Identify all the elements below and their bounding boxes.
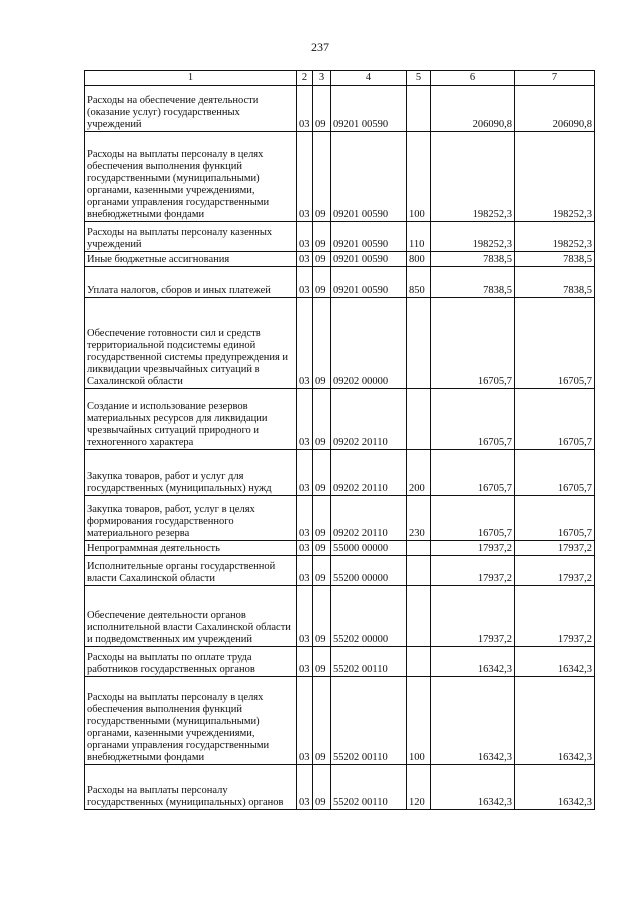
row-name: Непрограммная деятельность xyxy=(85,541,297,556)
table-row xyxy=(85,586,595,647)
amount-col7: 16705,7 xyxy=(515,496,595,541)
amount-col7: 17937,2 xyxy=(515,556,595,586)
amount-col7: 198252,3 xyxy=(515,132,595,222)
subsection-code: 09 xyxy=(313,586,331,647)
row-name: Обеспечение деятельности органов исполнительной власти Сахалинской области и подведомственных им учреждений xyxy=(85,586,297,647)
amount-col6: 198252,3 xyxy=(431,222,515,252)
expense-type-code xyxy=(407,556,431,586)
amount-col6: 17937,2 xyxy=(431,586,515,647)
subsection-code: 09 xyxy=(313,86,331,132)
table-row xyxy=(85,647,595,677)
table-row xyxy=(85,267,595,298)
target-article-code: 55202 00110 xyxy=(331,765,407,810)
amount-col6: 7838,5 xyxy=(431,267,515,298)
amount-col6: 7838,5 xyxy=(431,252,515,267)
subsection-code: 09 xyxy=(313,647,331,677)
row-name: Расходы на выплаты персоналу в целях обеспечения выполнения функций государственными (муниципальными) органами, казенными учреждениями, органами управления государственными внебюджетными фондами xyxy=(85,132,297,222)
section-code: 03 xyxy=(297,541,313,556)
row-name: Расходы на выплаты персоналу казенных учреждений xyxy=(85,222,297,252)
target-article-code: 09201 00590 xyxy=(331,86,407,132)
subsection-code: 09 xyxy=(313,496,331,541)
target-article-code: 09202 20110 xyxy=(331,496,407,541)
amount-col7: 16705,7 xyxy=(515,389,595,450)
row-name: Исполнительные органы государственной власти Сахалинской области xyxy=(85,556,297,586)
section-code: 03 xyxy=(297,298,313,389)
expense-type-code: 120 xyxy=(407,765,431,810)
table-row xyxy=(85,450,595,496)
expense-type-code: 850 xyxy=(407,267,431,298)
expense-type-code: 100 xyxy=(407,677,431,765)
target-article-code: 55200 00000 xyxy=(331,556,407,586)
expense-type-code xyxy=(407,541,431,556)
column-header: 3 xyxy=(313,71,331,86)
column-header: 7 xyxy=(515,71,595,86)
expense-type-code xyxy=(407,298,431,389)
row-name: Уплата налогов, сборов и иных платежей xyxy=(85,267,297,298)
section-code: 03 xyxy=(297,222,313,252)
target-article-code: 09202 20110 xyxy=(331,389,407,450)
amount-col6: 16342,3 xyxy=(431,765,515,810)
column-header: 1 xyxy=(85,71,297,86)
amount-col6: 198252,3 xyxy=(431,132,515,222)
target-article-code: 55000 00000 xyxy=(331,541,407,556)
table-row xyxy=(85,222,595,252)
expense-type-code xyxy=(407,586,431,647)
amount-col7: 7838,5 xyxy=(515,267,595,298)
table-row xyxy=(85,556,595,586)
amount-col6: 16705,7 xyxy=(431,450,515,496)
column-header: 4 xyxy=(331,71,407,86)
section-code: 03 xyxy=(297,677,313,765)
amount-col7: 16342,3 xyxy=(515,677,595,765)
subsection-code: 09 xyxy=(313,222,331,252)
table-row xyxy=(85,677,595,765)
amount-col6: 17937,2 xyxy=(431,541,515,556)
section-code: 03 xyxy=(297,252,313,267)
table-header-row xyxy=(85,71,595,86)
page-number: 237 xyxy=(311,40,329,54)
section-code: 03 xyxy=(297,647,313,677)
table-row xyxy=(85,298,595,389)
table-row xyxy=(85,86,595,132)
amount-col7: 16342,3 xyxy=(515,765,595,810)
amount-col7: 7838,5 xyxy=(515,252,595,267)
column-header: 5 xyxy=(407,71,431,86)
budget-table xyxy=(84,70,595,810)
table-row xyxy=(85,389,595,450)
amount-col7: 16705,7 xyxy=(515,450,595,496)
target-article-code: 09202 00000 xyxy=(331,298,407,389)
table-body xyxy=(85,86,595,810)
amount-col7: 17937,2 xyxy=(515,586,595,647)
target-article-code: 09202 20110 xyxy=(331,450,407,496)
expense-type-code xyxy=(407,86,431,132)
amount-col6: 16342,3 xyxy=(431,647,515,677)
subsection-code: 09 xyxy=(313,677,331,765)
expense-type-code: 100 xyxy=(407,132,431,222)
subsection-code: 09 xyxy=(313,132,331,222)
row-name: Обеспечение готовности сил и средств территориальной подсистемы единой государственной системы предупреждения и ликвидации чрезвычайных ситуаций в Сахалинской области xyxy=(85,298,297,389)
column-header: 2 xyxy=(297,71,313,86)
amount-col6: 17937,2 xyxy=(431,556,515,586)
target-article-code: 55202 00000 xyxy=(331,586,407,647)
section-code: 03 xyxy=(297,267,313,298)
amount-col7: 17937,2 xyxy=(515,541,595,556)
row-name: Расходы на выплаты персоналу государственных (муниципальных) органов xyxy=(85,765,297,810)
expense-type-code: 110 xyxy=(407,222,431,252)
table-row xyxy=(85,252,595,267)
section-code: 03 xyxy=(297,450,313,496)
target-article-code: 09201 00590 xyxy=(331,222,407,252)
target-article-code: 55202 00110 xyxy=(331,647,407,677)
subsection-code: 09 xyxy=(313,252,331,267)
subsection-code: 09 xyxy=(313,389,331,450)
section-code: 03 xyxy=(297,586,313,647)
table-row xyxy=(85,541,595,556)
row-name: Закупка товаров, работ, услуг в целях формирования государственного материального резерва xyxy=(85,496,297,541)
section-code: 03 xyxy=(297,556,313,586)
section-code: 03 xyxy=(297,132,313,222)
subsection-code: 09 xyxy=(313,298,331,389)
table-row xyxy=(85,496,595,541)
table-row xyxy=(85,132,595,222)
target-article-code: 09201 00590 xyxy=(331,267,407,298)
expense-type-code: 230 xyxy=(407,496,431,541)
subsection-code: 09 xyxy=(313,541,331,556)
section-code: 03 xyxy=(297,765,313,810)
target-article-code: 09201 00590 xyxy=(331,132,407,222)
row-name: Расходы на выплаты по оплате труда работников государственных органов xyxy=(85,647,297,677)
target-article-code: 09201 00590 xyxy=(331,252,407,267)
row-name: Иные бюджетные ассигнования xyxy=(85,252,297,267)
amount-col6: 16705,7 xyxy=(431,389,515,450)
section-code: 03 xyxy=(297,496,313,541)
amount-col7: 198252,3 xyxy=(515,222,595,252)
amount-col6: 206090,8 xyxy=(431,86,515,132)
amount-col7: 206090,8 xyxy=(515,86,595,132)
row-name: Расходы на обеспечение деятельности (оказание услуг) государственных учреждений xyxy=(85,86,297,132)
expense-type-code: 800 xyxy=(407,252,431,267)
amount-col6: 16705,7 xyxy=(431,298,515,389)
amount-col7: 16342,3 xyxy=(515,647,595,677)
section-code: 03 xyxy=(297,86,313,132)
target-article-code: 55202 00110 xyxy=(331,677,407,765)
row-name: Закупка товаров, работ и услуг для государственных (муниципальных) нужд xyxy=(85,450,297,496)
subsection-code: 09 xyxy=(313,765,331,810)
amount-col6: 16342,3 xyxy=(431,677,515,765)
subsection-code: 09 xyxy=(313,556,331,586)
table-row xyxy=(85,765,595,810)
section-code: 03 xyxy=(297,389,313,450)
row-name: Создание и использование резервов материальных ресурсов для ликвидации чрезвычайных ситуаций природного и техногенного характера xyxy=(85,389,297,450)
subsection-code: 09 xyxy=(313,267,331,298)
amount-col6: 16705,7 xyxy=(431,496,515,541)
expense-type-code: 200 xyxy=(407,450,431,496)
expense-type-code xyxy=(407,389,431,450)
column-header: 6 xyxy=(431,71,515,86)
row-name: Расходы на выплаты персоналу в целях обеспечения выполнения функций государственными (муниципальными) органами, казенными учреждениями, органами управления государственными внебюджетными фондами xyxy=(85,677,297,765)
amount-col7: 16705,7 xyxy=(515,298,595,389)
subsection-code: 09 xyxy=(313,450,331,496)
expense-type-code xyxy=(407,647,431,677)
